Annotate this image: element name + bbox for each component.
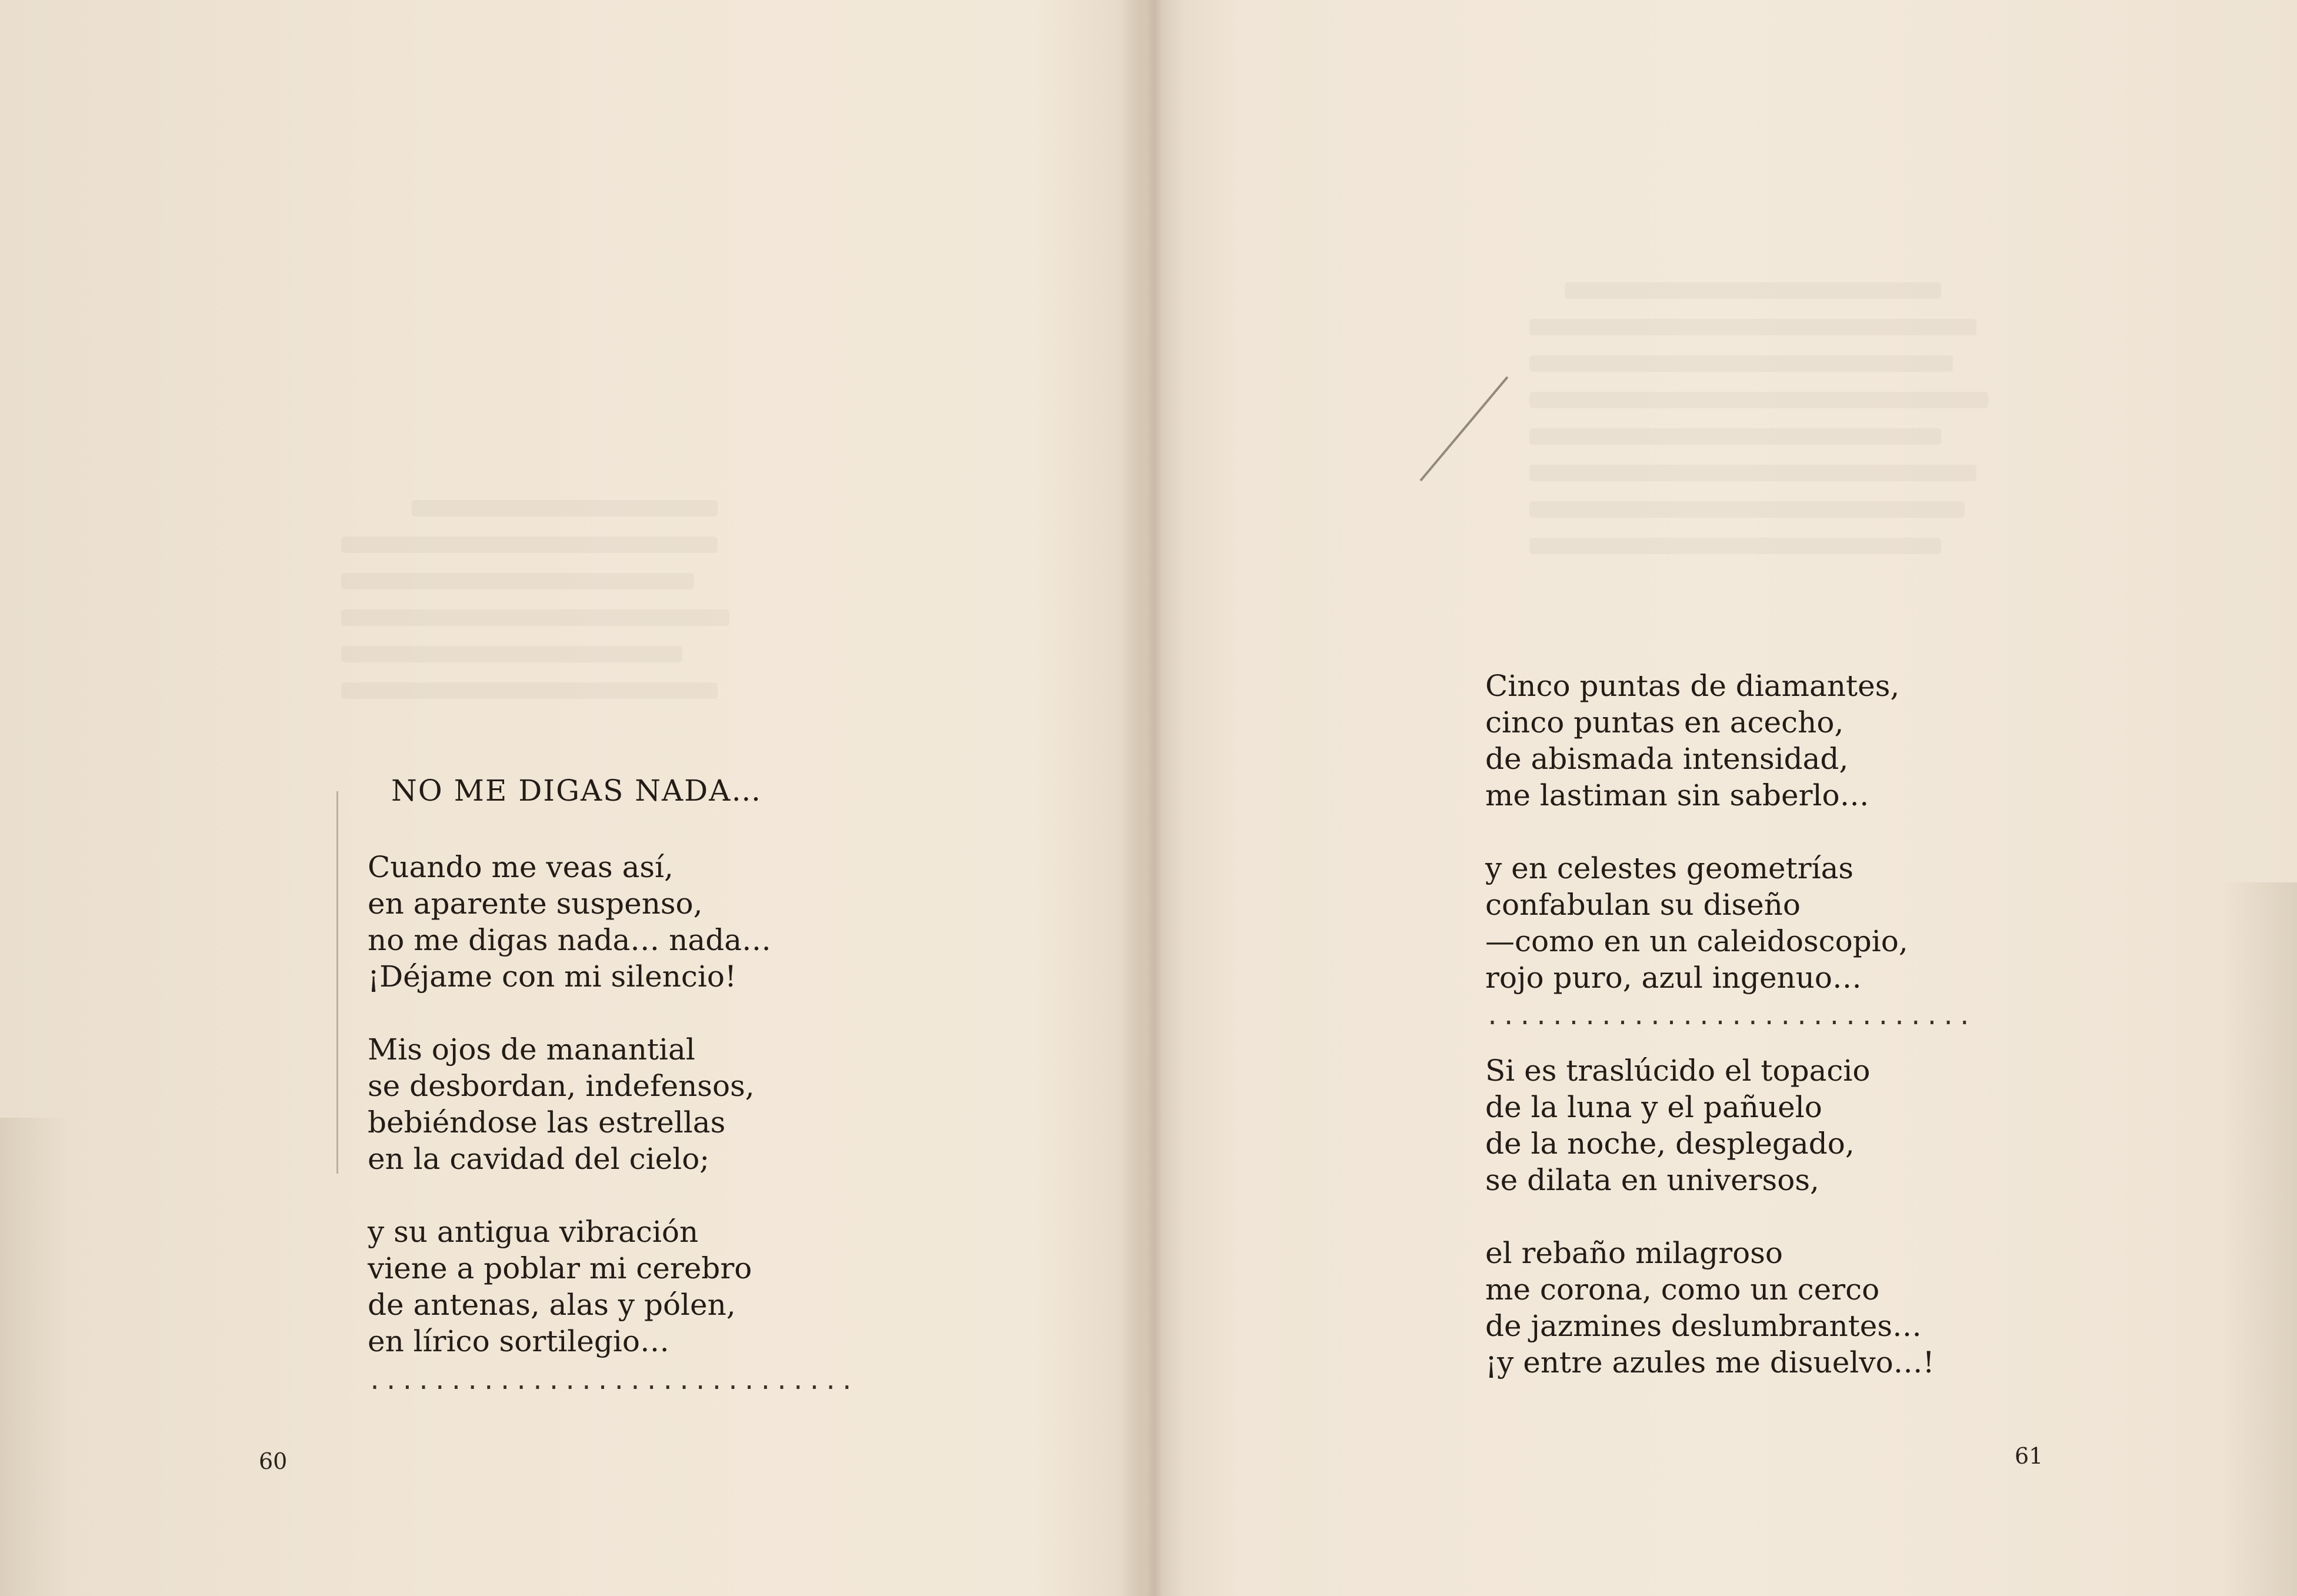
left-poem-body: [368, 849, 856, 1400]
verse-line: viene a poblar mi cerebro: [368, 1251, 752, 1285]
verse-line: ¡y entre azules me disuelvo…!: [1485, 1345, 1935, 1380]
verse-line: ¡Déjame con mi silencio!: [368, 959, 737, 994]
verse-line: cinco puntas en acecho,: [1485, 705, 1844, 739]
verse-line: de antenas, alas y pólen,: [368, 1288, 736, 1322]
stanza-5: [1485, 850, 1973, 996]
stanza-4: [1485, 668, 1973, 814]
verse-line: y en celestes geometrías: [1485, 851, 1854, 885]
verse-line: —como en un caleidoscopio,: [1485, 924, 1908, 958]
verse-line: me corona, como un cerco: [1485, 1272, 1880, 1307]
verse-line: confabulan su diseño: [1485, 888, 1801, 922]
stanza-2: [368, 1031, 856, 1177]
verse-line: de la luna y el pañuelo: [1485, 1090, 1822, 1124]
pencil-bracket-mark: [336, 791, 342, 1174]
poem-title: NO ME DIGAS NADA…: [391, 774, 762, 808]
verse-line: el rebaño milagroso: [1485, 1236, 1783, 1270]
verse-line: en la cavidad del cielo;: [368, 1142, 710, 1176]
page-number-right: 61: [2015, 1443, 2043, 1469]
bleed-through-text-left: [341, 500, 729, 719]
stanza-3: [368, 1214, 856, 1360]
verse-line: Si es traslúcido el topacio: [1485, 1054, 1871, 1088]
verse-line: bebiéndose las estrellas: [368, 1105, 726, 1139]
verse-line: Cinco puntas de diamantes,: [1485, 669, 1900, 703]
stanza-7: [1485, 1235, 1973, 1381]
verse-line: de la noche, desplegado,: [1485, 1127, 1855, 1161]
verse-line: de abismada intensidad,: [1485, 742, 1849, 776]
stanza-1: [368, 849, 856, 995]
verse-line: no me digas nada… nada…: [368, 923, 772, 957]
left-page: [0, 0, 1147, 1596]
verse-line: rojo puro, azul ingenuo…: [1485, 961, 1862, 995]
dotted-rule: ..............................: [368, 1368, 856, 1395]
verse-line: me lastiman sin saberlo…: [1485, 778, 1869, 812]
dotted-rule: ..............................: [1485, 1003, 1974, 1030]
stanza-6: [1485, 1052, 1973, 1198]
verse-line: en aparente suspenso,: [368, 887, 703, 921]
verse-line: de jazmines deslumbrantes…: [1485, 1309, 1922, 1343]
page-number-left: 60: [259, 1448, 288, 1474]
verse-line: se desbordan, indefensos,: [368, 1069, 755, 1103]
verse-line: Mis ojos de manantial: [368, 1032, 695, 1067]
verse-line: Cuando me veas así,: [368, 850, 674, 884]
verse-line: en lírico sortilegio…: [368, 1324, 669, 1358]
bleed-through-text-right: [1529, 282, 1988, 574]
right-poem-body: [1485, 668, 1973, 1381]
verse-line: y su antigua vibración: [368, 1215, 699, 1249]
verse-line: se dilata en universos,: [1485, 1163, 1819, 1197]
